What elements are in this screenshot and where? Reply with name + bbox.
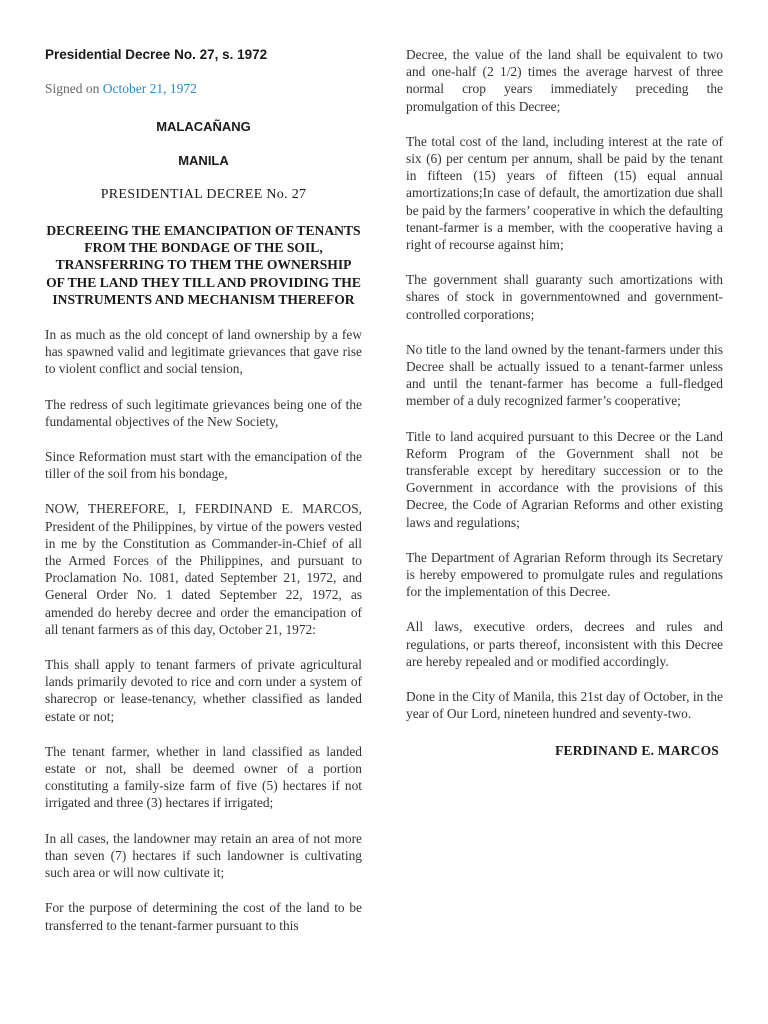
signed-date-link[interactable]: October 21, 1972 xyxy=(102,81,197,96)
paragraph: This shall apply to tenant farmers of private agricultural lands primarily devoted to rice and corn under a system of sharecrop or lease-tenancy, whether classified as landed estate or not; xyxy=(45,657,362,724)
paragraph: The Department of Agrarian Reform through its Secretary is hereby empowered to promulgate rules and regulations for the implementation of this Decree. xyxy=(406,549,723,600)
paragraph: The government shall guaranty such amortizations with shares of stock in governmentowned and government-controlled corporations; xyxy=(406,272,723,322)
paragraph: Since Reformation must start with the emancipation of the tiller of the soil from his bondage, xyxy=(45,449,362,482)
paragraph: The redress of such legitimate grievances being one of the fundamental objectives of the New Society, xyxy=(45,396,362,429)
decree-number: PRESIDENTIAL DECREE No. 27 xyxy=(100,187,307,202)
office-name: MALACAÑANG xyxy=(156,119,251,134)
paragraph: The tenant farmer, whether in land classified as landed estate or not, shall be deemed owner of a portion constituting a family-size farm of five (5) hectares if not irrigated and three (3) hectares if irrigated; xyxy=(45,743,362,811)
signature: FERDINAND E. MARCOS xyxy=(555,742,719,758)
paragraph: All laws, executive orders, decrees and rules and regulations, or parts thereof, inconsistent with this Decree are hereby repealed and or modified accordingly. xyxy=(406,619,723,669)
paragraph: In as much as the old concept of land ownership by a few has spawned valid and legitimate grievances that gave rise to violent conflict and social tension, xyxy=(45,327,362,377)
paragraph: Done in the City of Manila, this 21st day of October, in the year of Our Lord, nineteen hundred and seventy-two. xyxy=(406,689,723,722)
right-column xyxy=(406,46,723,759)
paragraph: The total cost of the land, including interest at the rate of six (6) per centum per annum, shall be paid by the tenant in fifteen (15) years of fifteen (15) equal annual amortizations;In case of default, the amortization due shall be paid by the farmers’ cooperative in which the defaulting tenant-farmer is a member, with the cooperative having a right of recourse against him; xyxy=(406,133,723,253)
paragraph: Decree, the value of the land shall be equivalent to two and one-half (2 1/2) times the average harvest of three normal crop years immediately preceding the promulgation of this Decree; xyxy=(406,47,723,114)
paragraph: For the purpose of determining the cost of the land to be transferred to the tenant-farmer pursuant to this xyxy=(45,900,362,933)
signed-line xyxy=(45,80,362,98)
signed-prefix: Signed on xyxy=(45,81,100,96)
paragraph: No title to the land owned by the tenant-farmers under this Decree shall be actually issued to a tenant-farmer unless and until the tenant-farmer has become a full-fledged member of a duly recognized farmer’s cooperative; xyxy=(406,341,723,409)
decree-heading: DECREEING THE EMANCIPATION OF TENANTS FROM THE BONDAGE OF THE SOIL, TRANSFERRING TO THEM THE OWNERSHIP OF THE LAND THEY TILL AND PROVIDING THE INSTRUMENTS AND MECHANISM THEREFOR xyxy=(46,223,361,307)
city-name: MANILA xyxy=(178,153,229,168)
paragraph: In all cases, the landowner may retain an area of not more than seven (7) hectares if such landowner is cultivating such area or will now cultivate it; xyxy=(45,830,362,881)
document-title: Presidential Decree No. 27, s. 1972 xyxy=(45,47,268,62)
paragraph: Title to land acquired pursuant to this Decree or the Land Reform Program of the Government shall not be transferable except by hereditary succession or to the Government in accordance with the provisions of this Decree, the Code of Agrarian Reforms and other existing laws and regulations; xyxy=(406,428,723,530)
paragraph: NOW, THEREFORE, I, FERDINAND E. MARCOS, President of the Philippines, by virtue of the powers vested in me by the Constitution as Commander-in-Chief of all the Armed Forces of the Philippines, and pursuant to Proclamation No. 1081, dated September 21, 1972, and General Order No. 1 dated September 22, 1972, as amended do hereby decree and order the emancipation of all tenant farmers as of this day, October 21, 1972: xyxy=(45,501,362,637)
left-column xyxy=(45,46,362,934)
